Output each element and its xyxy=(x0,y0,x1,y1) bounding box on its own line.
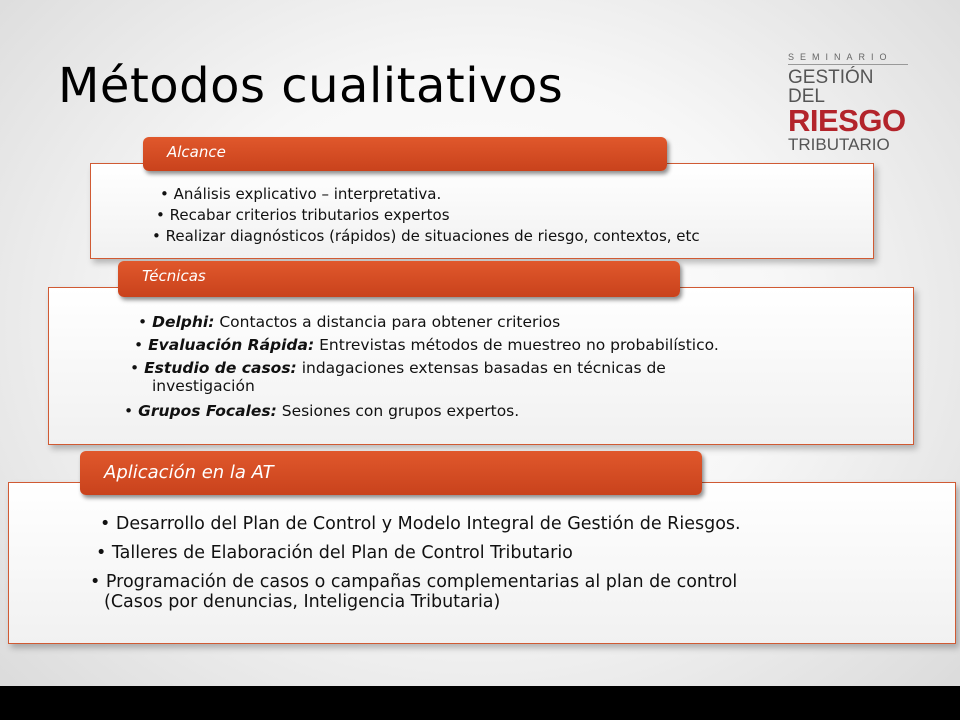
list-item: • Análisis explicativo – interpretativa. xyxy=(160,185,442,203)
bullet: • xyxy=(124,402,134,420)
list-item: • Talleres de Elaboración del Plan de Control Tributario xyxy=(96,543,573,563)
logo-seminario-text: SEMINARIO xyxy=(788,52,893,62)
list-item: • Recabar criterios tributarios expertos xyxy=(156,206,450,224)
alcance-heading: Alcance xyxy=(167,143,226,161)
technique-text: Sesiones con grupos expertos. xyxy=(276,402,520,420)
technique-label: Estudio de casos: xyxy=(144,359,297,377)
list-item xyxy=(90,572,741,612)
bullet: • xyxy=(130,359,140,377)
logo-riesgo-text: RIESGO xyxy=(788,103,906,138)
application-text-continued: (Casos por denuncias, Inteligencia Tributaria) xyxy=(104,592,501,612)
slide-title: Métodos cualitativos xyxy=(58,58,564,114)
logo-divider xyxy=(788,64,908,65)
list-item: • Desarrollo del Plan de Control y Modelo Integral de Gestión de Riesgos. xyxy=(100,514,741,534)
list-item xyxy=(134,336,719,359)
technique-text: Contactos a distancia para obtener criterios xyxy=(214,313,561,331)
aplicacion-list xyxy=(90,514,741,612)
aplicacion-tab xyxy=(80,451,702,495)
tecnicas-heading: Técnicas xyxy=(142,267,206,285)
logo-tributario-text: TRIBUTARIO xyxy=(788,135,890,154)
technique-label: Grupos Focales: xyxy=(138,402,277,420)
logo-gestion-text: GESTIÓN DEL xyxy=(788,67,874,107)
bottom-black-bar xyxy=(0,686,960,720)
technique-label: Evaluación Rápida: xyxy=(148,336,315,354)
technique-text: Entrevistas métodos de muestreo no probabilístico. xyxy=(314,336,719,354)
aplicacion-heading: Aplicación en la AT xyxy=(104,462,274,483)
application-text: • Programación de casos o campañas complementarias al plan de control xyxy=(90,572,738,592)
bullet: • xyxy=(138,313,148,331)
list-item xyxy=(138,313,719,336)
technique-label: Delphi: xyxy=(152,313,215,331)
alcance-list xyxy=(152,185,700,248)
seminar-logo xyxy=(788,52,908,153)
tecnicas-list xyxy=(124,313,719,425)
list-item: • Realizar diagnósticos (rápidos) de situaciones de riesgo, contextos, etc xyxy=(152,227,700,245)
technique-text-continued: investigación xyxy=(152,377,255,395)
tecnicas-tab xyxy=(118,261,680,297)
technique-text: indagaciones extensas basadas en técnicas de xyxy=(296,359,666,377)
list-item xyxy=(124,402,719,425)
alcance-tab xyxy=(143,137,667,171)
bullet: • xyxy=(134,336,144,354)
list-item xyxy=(130,359,719,402)
